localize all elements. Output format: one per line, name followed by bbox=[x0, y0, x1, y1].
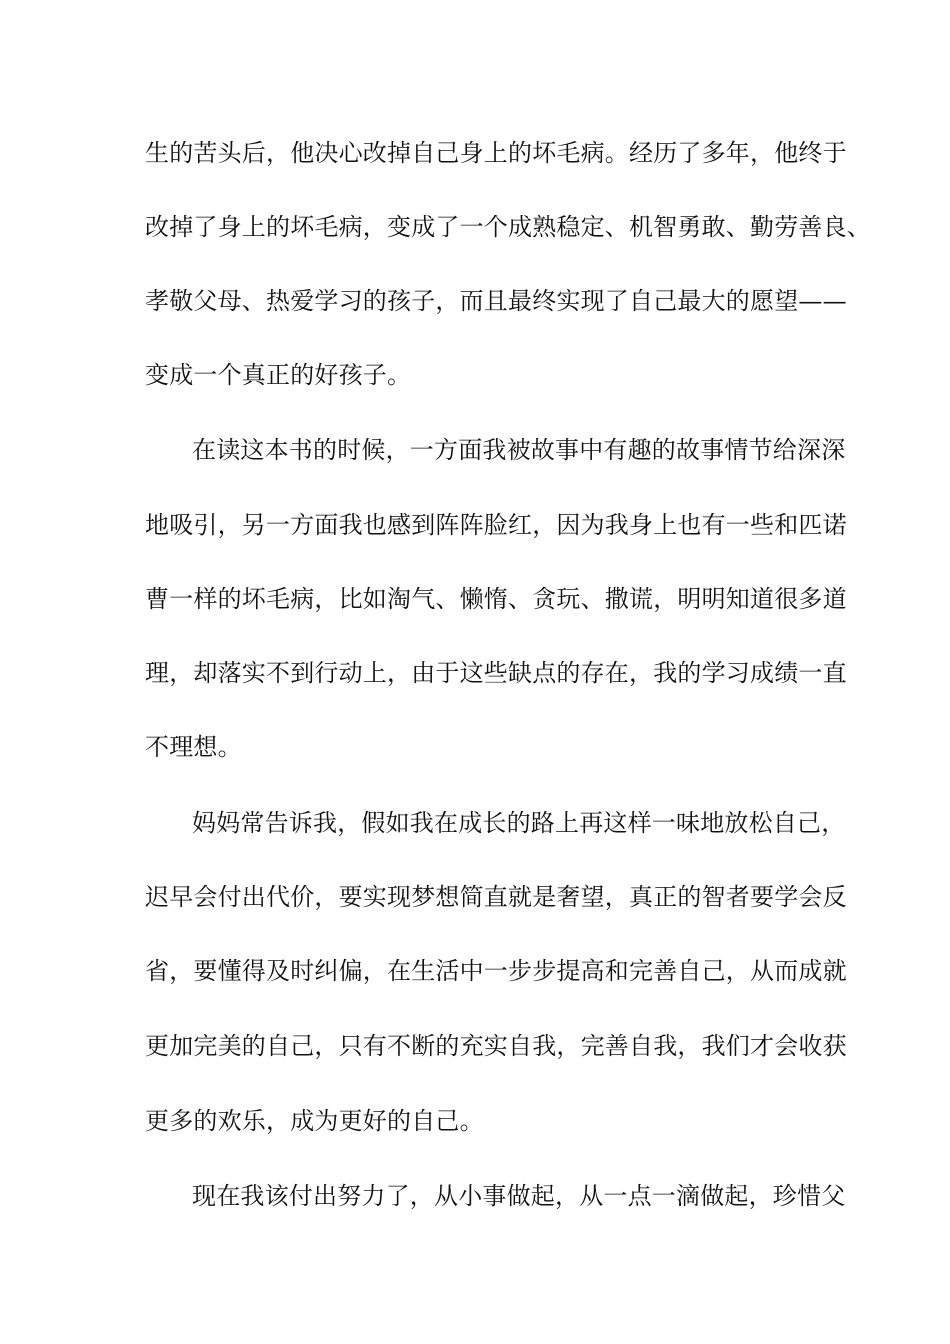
paragraph-2-line-4: 理，却落实不到行动上，由于这些缺点的存在，我的学习成绩一直 bbox=[145, 659, 847, 687]
paragraph-2-line-3: 曹一样的坏毛病，比如淘气、懒惰、贪玩、撒谎，明明知道很多道 bbox=[145, 585, 847, 613]
paragraph-4-line-1: 现在我该付出努力了，从小事做起，从一点一滴做起，珍惜父 bbox=[192, 1182, 846, 1210]
paragraph-3-line-4: 更加完美的自己，只有不断的充实自我，完善自我，我们才会收获 bbox=[145, 1032, 847, 1060]
paragraph-1-line-4: 变成一个真正的好孩子。 bbox=[145, 361, 412, 389]
paragraph-3-line-5: 更多的欢乐，成为更好的自己。 bbox=[145, 1107, 484, 1135]
paragraph-3-line-2: 迟早会付出代价，要实现梦想简直就是奢望，真正的智者要学会反 bbox=[145, 883, 847, 911]
paragraph-2-line-1: 在读这本书的时候，一方面我被故事中有趣的故事情节给深深 bbox=[192, 436, 846, 464]
paragraph-1-line-2: 改掉了身上的坏毛病，变成了一个成熟稳定、机智勇敢、勤劳善良、 bbox=[145, 213, 871, 241]
paragraph-3-line-3: 省，要懂得及时纠偏，在生活中一步步提高和完善自己，从而成就 bbox=[145, 957, 847, 985]
paragraph-2-line-5: 不理想。 bbox=[145, 733, 242, 761]
paragraph-1-line-3: 孝敬父母、热爱学习的孩子，而且最终实现了自己最大的愿望—— bbox=[145, 287, 847, 315]
paragraph-1-line-1: 生的苦头后，他决心改掉自己身上的坏毛病。经历了多年，他终于 bbox=[145, 139, 847, 167]
paragraph-2-line-2: 地吸引，另一方面我也感到阵阵脸红，因为我身上也有一些和匹诺 bbox=[145, 511, 847, 539]
paragraph-3-line-1: 妈妈常告诉我，假如我在成长的路上再这样一味地放松自己， bbox=[192, 809, 846, 837]
